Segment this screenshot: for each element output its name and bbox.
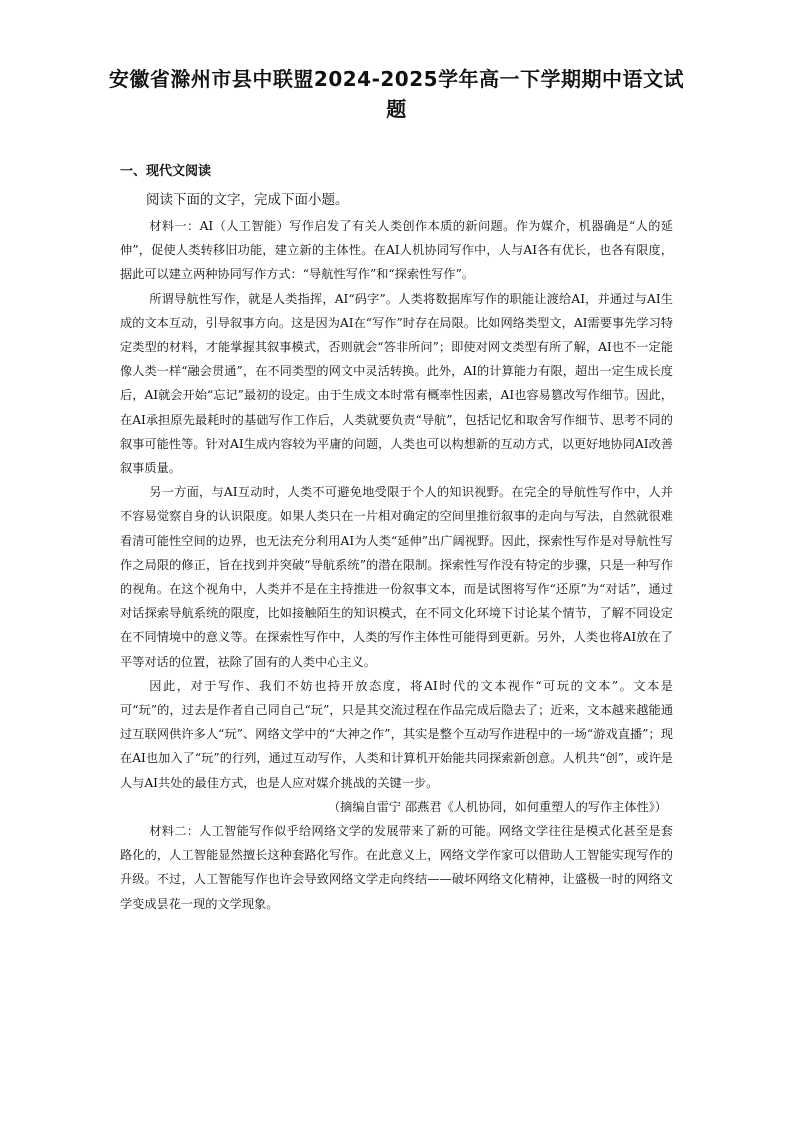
paragraph-exploratory-writing: 另一方面，与AI互动时，人类不可避免地受限于个人的知识视野。在完全的导航性写作中，人并不容易觉察自身的认识限度。如果人类只在一片相对确定的空间里推衍叙事的走向与写法，自然就很难看清可能性空间的边界，也无法充分利用AI为人类“延伸”出广阔视野。因此，探索性写作是对导航性写作之局限的修正，旨在找到并突破“导航系统”的潜在限制。探索性写作没有特定的步骤，只是一种写作的视角。在这个视角中，人类并不是在主持推进一份叙事文本，而是试图将写作“还原”为“对话”，通过对话探索导航系统的限度，比如接触陌生的知识模式，在不同文化环境下讨论某个情节，了解不同设定在不同情境中的意义等。在探索性写作中，人类的写作主体性可能得到更新。另外，人类也将AI放在了平等对话的位置，祛除了固有的人类中心主义。 — [120, 485, 673, 669]
section-heading: 一、现代文阅读 — [120, 164, 212, 179]
paragraph-playable-text: 因此，对于写作、我们不妨也持开放态度，将AI时代的文本视作“可玩的文本”。文本是可“玩”的，过去是作者自己同自己“玩”，只是其交流过程在作品完成后隐去了；近来，文本越来越能通过互联网供许多人“玩”、网络文学中的“大神之作”，其实是整个互动写作进程中的一场“游戏直播”；现在AI也加入了“玩”的行列，通过互动写作，人类和计算机开始能共同探索新创意。人机共“创”，或许是人与AI共处的最佳方式，也是人应对媒介挑战的关键一步。 — [120, 678, 673, 790]
paragraph-material-2: 材料二：人工智能写作似乎给网络文学的发展带来了新的可能。网络文学往往是模式化甚至是套路化的，人工智能显然擅长这种套路化写作。在此意义上，网络文学作家可以借助人工智能实现写作的升级。不过，人工智能写作也许会导致网络文学走向终结——破坏网络文化精神，让盛极一时的网络文学变成昙花一现的文学现象。 — [120, 824, 673, 911]
reading-instruction: 阅读下面的文字，完成下面小题。 — [146, 192, 349, 208]
source-citation: （摘编自雷宁 邵燕君《人机协同，如何重塑人的写作主体性》） — [327, 799, 667, 814]
document-title: 安徽省滁州市县中联盟2024-2025学年高一下学期期中语文试题 — [108, 67, 685, 121]
reading-passage — [120, 214, 673, 916]
paragraph-navigation-writing: 所谓导航性写作，就是人类指挥，AI“码字”。人类将数据库写作的职能让渡给AI，并通过与AI生成的文本互动，引导叙事方向。这是因为AI在“写作”时存在局限。比如网络类型文，AI需要事先学习特定类型的材料，才能掌握其叙事模式，否则就会“答非所问”；即使对网文类型有所了解，AI也不一定能像人类一样“融会贯通”，在不同类型的网文中灵活转换。此外，AI的计算能力有限，超出一定生成长度后，AI就会开始“忘记”最初的设定。由于生成文本时常有概率性因素，AI也容易篡改写作细节。因此，在AI承担原先最耗时的基础写作工作后，人类就要负责“导航”，包括记忆和取舍写作细节、思考不同的叙事可能性等。针对AI生成内容较为平庸的问题，人类也可以构想新的互动方式，以更好地协同AI改善叙事质量。 — [120, 291, 673, 476]
paragraph-material-1: 材料一：AI（人工智能）写作启发了有关人类创作本质的新问题。作为媒介，机器确是“人的延伸”，促使人类转移旧功能，建立新的主体性。在AI人机协同写作中，人与AI各有优长，也各有限度，据此可以建立两种协同写作方式：“导航性写作”和“探索性写作”。 — [120, 219, 673, 282]
